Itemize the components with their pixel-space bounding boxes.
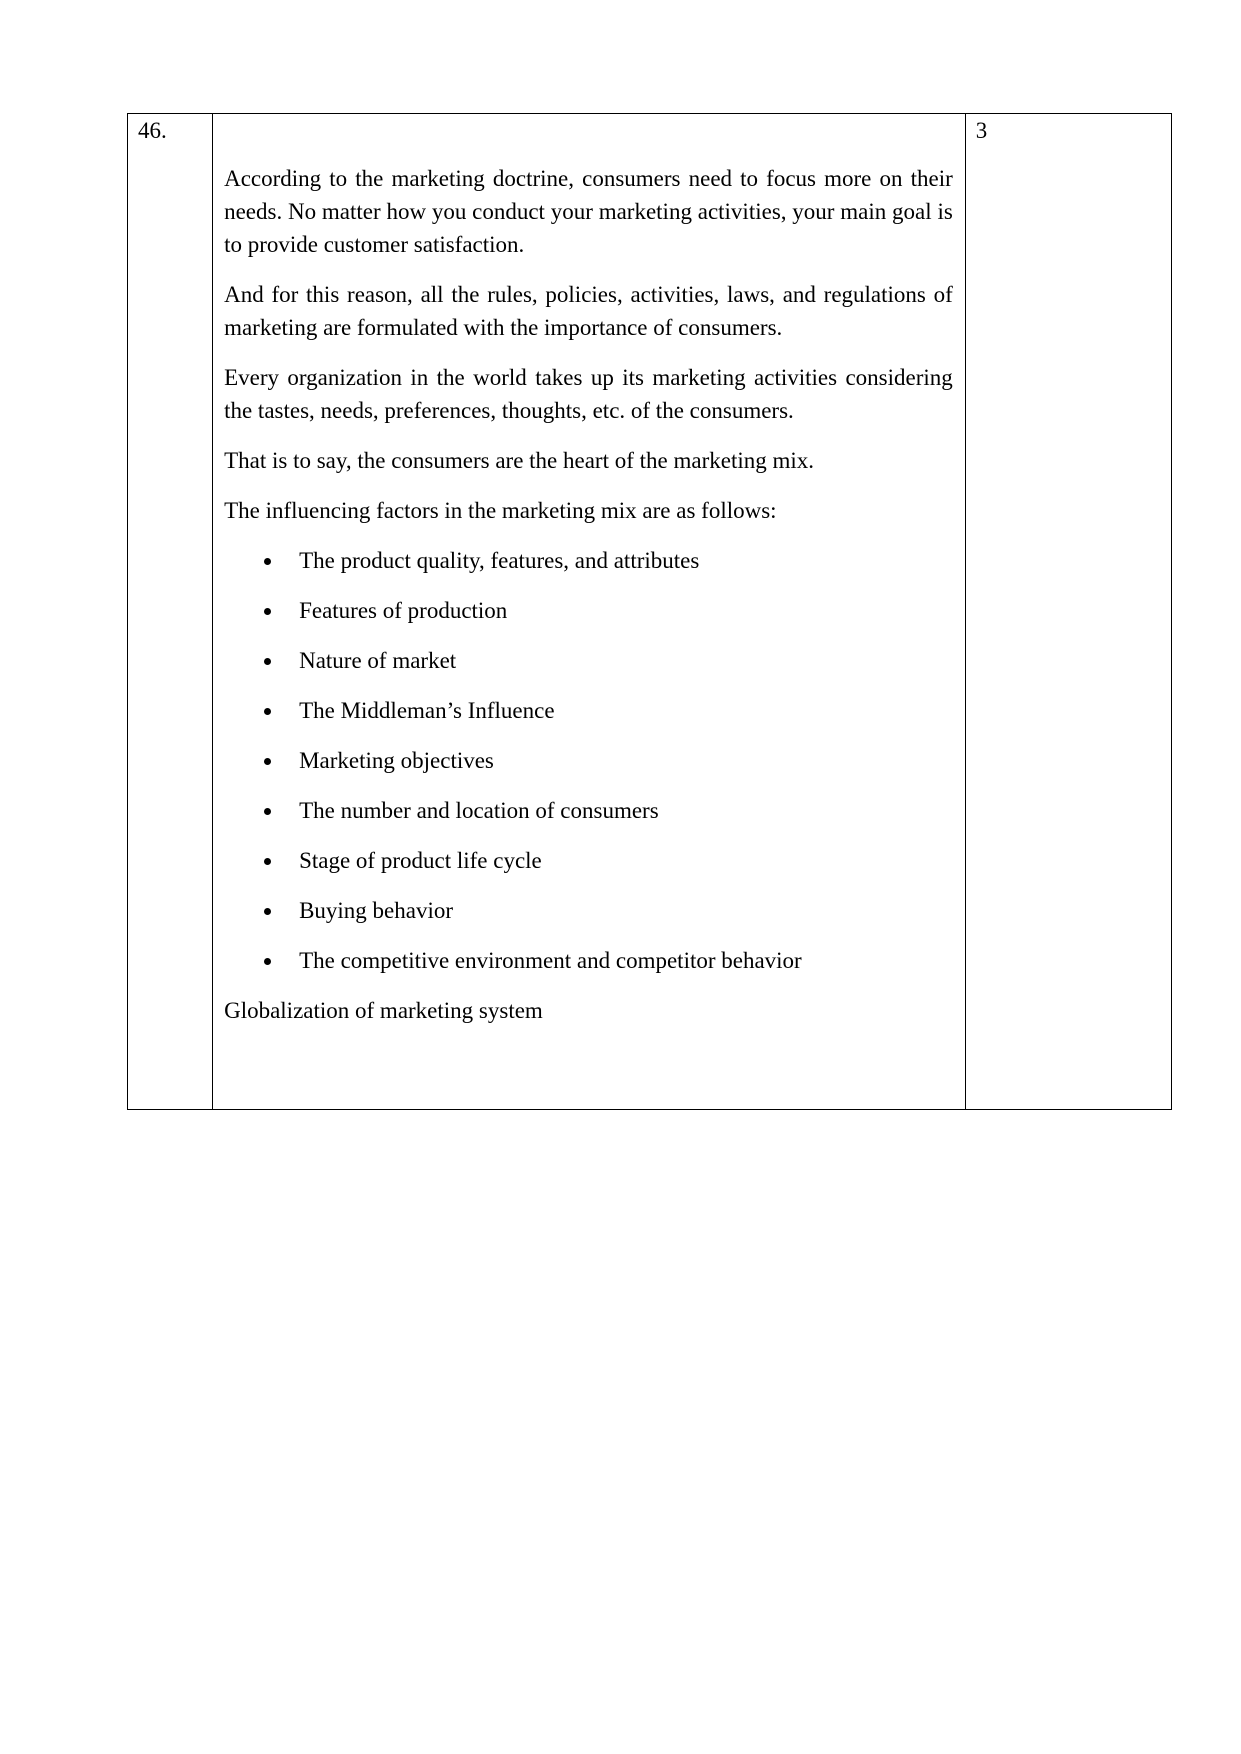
bullet-icon (264, 908, 271, 915)
list-item (224, 844, 953, 877)
list-item (224, 694, 953, 727)
bullet-icon (264, 658, 271, 665)
list-item-text: Buying behavior (299, 898, 454, 923)
answer-body (224, 114, 953, 1027)
bullet-icon (264, 758, 271, 765)
list-item-text: Marketing objectives (299, 748, 494, 773)
answer-paragraph: The influencing factors in the marketing mix are as follows: (224, 498, 777, 523)
answer-table (127, 113, 1172, 1110)
list-item (224, 744, 953, 777)
list-item (224, 794, 953, 827)
answer-paragraph: That is to say, the consumers are the heart of the marketing mix. (224, 448, 815, 473)
answer-cell (213, 114, 966, 1110)
factors-list (224, 544, 953, 977)
answer-paragraph: Every organization in the world takes up its marketing activities considering the tastes, needs, preferences, thoughts, etc. of the consumers. (224, 365, 953, 423)
table-row (128, 114, 1172, 1110)
bullet-icon (264, 958, 271, 965)
list-item-text: Stage of product life cycle (299, 848, 542, 873)
answer-paragraph: And for this reason, all the rules, policies, activities, laws, and regulations of marketing are formulated with the importance of consumers. (224, 282, 953, 340)
bullet-icon (264, 808, 271, 815)
list-item (224, 594, 953, 627)
list-item-text: Nature of market (299, 648, 457, 673)
list-item (224, 644, 953, 677)
bullet-icon (264, 558, 271, 565)
list-item-text: The Middleman’s Influence (299, 698, 555, 723)
list-item-text: The competitive environment and competitor behavior (299, 948, 802, 973)
answer-paragraph: According to the marketing doctrine, consumers need to focus more on their needs. No matter how you conduct your marketing activities, your main goal is to provide customer satisfaction. (224, 166, 953, 257)
bullet-icon (264, 708, 271, 715)
bullet-icon (264, 858, 271, 865)
marks: 3 (965, 114, 1171, 1110)
list-item-text: The number and location of consumers (299, 798, 659, 823)
list-item-text: Features of production (299, 598, 508, 623)
list-item-text: The product quality, features, and attributes (299, 548, 700, 573)
bullet-icon (264, 608, 271, 615)
list-item (224, 944, 953, 977)
list-item (224, 544, 953, 577)
question-number: 46. (128, 114, 213, 1110)
closing-line: Globalization of marketing system (224, 998, 543, 1023)
list-item (224, 894, 953, 927)
